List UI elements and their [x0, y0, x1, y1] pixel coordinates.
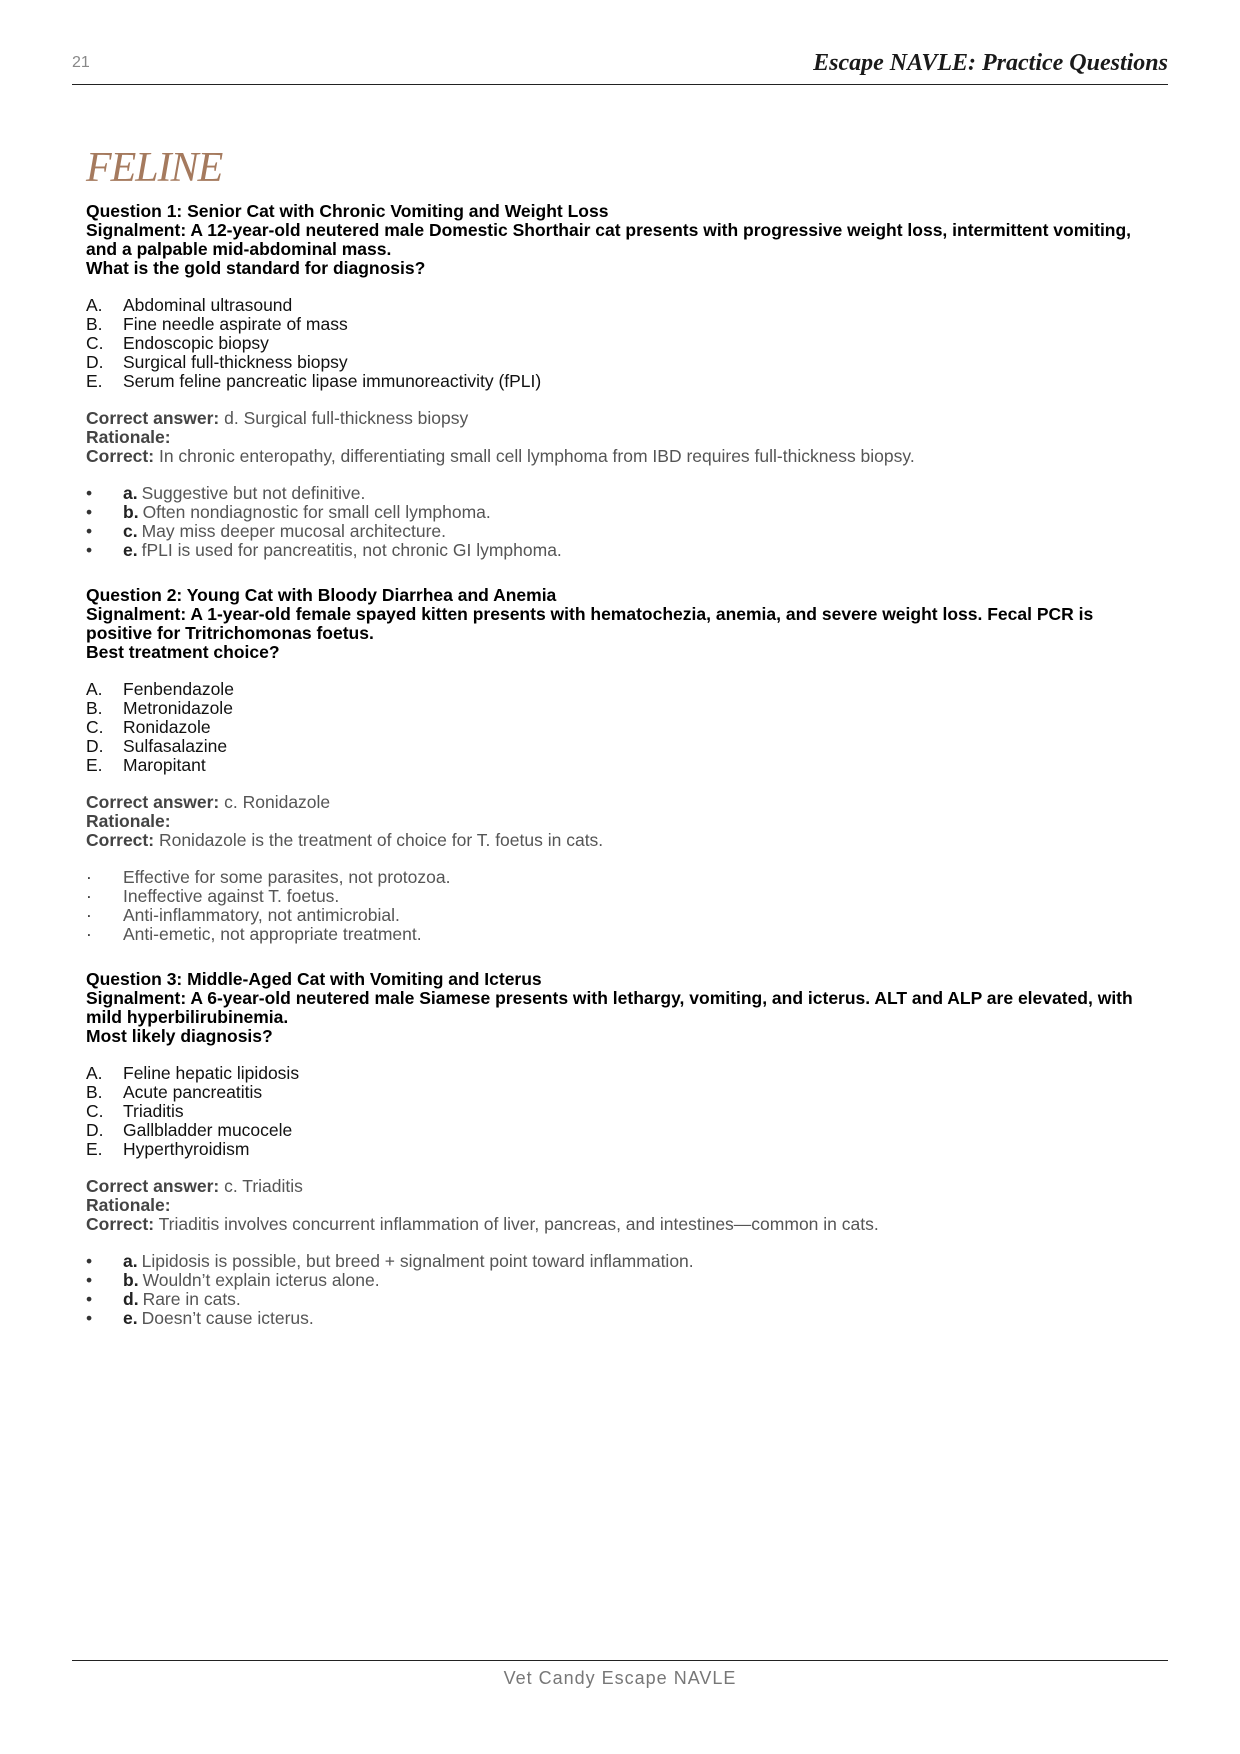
bullet-icon: · — [86, 905, 92, 925]
option-text: Triaditis — [123, 1101, 184, 1121]
option-letter: A. — [86, 679, 103, 699]
option-letter: C. — [86, 333, 104, 353]
rationale-item — [86, 541, 1154, 560]
question-header — [86, 202, 1154, 278]
rationale-content — [123, 906, 400, 925]
question-prompt: Most likely diagnosis? — [86, 1026, 273, 1046]
answer-option — [86, 372, 1154, 391]
option-letter: B. — [86, 698, 103, 718]
rationale-text: Doesn’t cause icterus. — [141, 1308, 314, 1328]
question-prompt: Best treatment choice? — [86, 642, 280, 662]
rationale-item — [86, 906, 1154, 925]
rationale-label: Rationale: — [86, 1195, 171, 1215]
option-text: Metronidazole — [123, 698, 233, 718]
rationale-label: Rationale: — [86, 811, 171, 831]
answer-options — [86, 296, 1154, 391]
rationale-text: Anti-inflammatory, not antimicrobial. — [123, 905, 400, 925]
bullet-icon: • — [86, 1308, 93, 1328]
rationale-label: Rationale: — [86, 427, 171, 447]
rationale-text: Anti-emetic, not appropriate treatment. — [123, 924, 422, 944]
correct-explanation: Triaditis involves concurrent inflammation of liver, pancreas, and intestines—common in cats. — [158, 1214, 879, 1234]
answer-option — [86, 315, 1154, 334]
answer-option — [86, 1083, 1154, 1102]
bullet-icon: • — [86, 521, 93, 541]
rationale-letter: a. — [123, 483, 138, 503]
rationale-line — [86, 1196, 1154, 1215]
answer-explanation — [86, 409, 1154, 466]
option-letter: D. — [86, 736, 104, 756]
correct-answer-value: c. Ronidazole — [224, 792, 331, 812]
rationale-content — [123, 522, 446, 541]
rationale-text: Often nondiagnostic for small cell lymphoma. — [142, 502, 491, 522]
option-text: Serum feline pancreatic lipase immunoreactivity (fPLI) — [123, 371, 542, 391]
bullet-icon: · — [86, 867, 92, 887]
rationale-text: Lipidosis is possible, but breed + signalment point toward inflammation. — [141, 1251, 694, 1271]
answer-explanation — [86, 793, 1154, 850]
distractor-rationales — [86, 868, 1154, 944]
answer-option — [86, 1140, 1154, 1159]
rationale-text: Effective for some parasites, not protozoa. — [123, 867, 451, 887]
rationale-content — [123, 925, 422, 944]
rationale-content — [123, 503, 491, 522]
rationale-item — [86, 887, 1154, 906]
rationale-text: Rare in cats. — [142, 1289, 241, 1309]
question-heading: Question 1: Senior Cat with Chronic Vomiting and Weight Loss — [86, 201, 609, 221]
rationale-line — [86, 812, 1154, 831]
bullet-icon: • — [86, 1270, 93, 1290]
rationale-content — [123, 1309, 314, 1328]
answer-options — [86, 1064, 1154, 1159]
answer-option — [86, 699, 1154, 718]
correct-answer-line — [86, 1177, 1154, 1196]
rationale-content — [123, 1271, 380, 1290]
option-text: Hyperthyroidism — [123, 1139, 250, 1159]
question-prompt: What is the gold standard for diagnosis? — [86, 258, 426, 278]
correct-answer-line — [86, 409, 1154, 428]
option-text: Acute pancreatitis — [123, 1082, 263, 1102]
rationale-text: May miss deeper mucosal architecture. — [141, 521, 447, 541]
question-signalment: Signalment: A 12-year-old neutered male Domestic Shorthair cat presents with progressive weight loss, intermittent vomiting, and a palpable mid-abdominal mass. — [86, 220, 1132, 259]
option-text: Maropitant — [123, 755, 206, 775]
rationale-content — [123, 887, 339, 906]
rationale-letter: e. — [123, 1308, 138, 1328]
rationale-content — [123, 1290, 241, 1309]
correct-answer-value: d. Surgical full-thickness biopsy — [224, 408, 469, 428]
question-block — [86, 202, 1154, 560]
page-content — [86, 144, 1154, 1354]
rationale-item — [86, 1271, 1154, 1290]
correct-answer-label: Correct answer: — [86, 792, 220, 812]
bullet-icon: · — [86, 886, 92, 906]
question-block — [86, 970, 1154, 1328]
footer-divider — [72, 1660, 1168, 1661]
rationale-letter: b. — [123, 1270, 139, 1290]
bullet-icon: • — [86, 483, 93, 503]
rationale-letter: c. — [123, 521, 138, 541]
rationale-text: fPLI is used for pancreatitis, not chronic GI lymphoma. — [141, 540, 562, 560]
correct-explanation-line — [86, 447, 1154, 466]
rationale-text: Ineffective against T. foetus. — [123, 886, 340, 906]
footer-text: Vet Candy Escape NAVLE — [503, 1668, 737, 1688]
option-letter: B. — [86, 314, 103, 334]
option-letter: C. — [86, 717, 104, 737]
correct-label: Correct: — [86, 830, 155, 850]
correct-answer-line — [86, 793, 1154, 812]
page-header — [72, 48, 1168, 85]
question-header — [86, 586, 1154, 662]
answer-option — [86, 334, 1154, 353]
bullet-icon: • — [86, 502, 93, 522]
option-letter: D. — [86, 1120, 104, 1140]
answer-option — [86, 756, 1154, 775]
rationale-line — [86, 428, 1154, 447]
rationale-item — [86, 503, 1154, 522]
answer-option — [86, 1121, 1154, 1140]
option-text: Feline hepatic lipidosis — [123, 1063, 300, 1083]
option-text: Endoscopic biopsy — [123, 333, 269, 353]
option-text: Gallbladder mucocele — [123, 1120, 293, 1140]
question-signalment: Signalment: A 6-year-old neutered male Siamese presents with lethargy, vomiting, and icterus. ALT and ALP are elevated, with mild hyperbilirubinemia. — [86, 988, 1133, 1027]
correct-label: Correct: — [86, 1214, 155, 1234]
bullet-icon: • — [86, 1289, 93, 1309]
option-letter: E. — [86, 1139, 103, 1159]
correct-label: Correct: — [86, 446, 155, 466]
rationale-letter: e. — [123, 540, 138, 560]
correct-answer-label: Correct answer: — [86, 408, 220, 428]
question-header — [86, 970, 1154, 1046]
answer-option — [86, 1102, 1154, 1121]
rationale-item — [86, 484, 1154, 503]
option-letter: E. — [86, 755, 103, 775]
document-title: Escape NAVLE: Practice Questions — [813, 50, 1168, 76]
option-letter: D. — [86, 352, 104, 372]
bullet-icon: • — [86, 1251, 93, 1271]
rationale-item — [86, 1309, 1154, 1328]
question-heading: Question 3: Middle-Aged Cat with Vomiting and Icterus — [86, 969, 542, 989]
question-heading: Question 2: Young Cat with Bloody Diarrhea and Anemia — [86, 585, 557, 605]
answer-option — [86, 353, 1154, 372]
rationale-text: Wouldn’t explain icterus alone. — [142, 1270, 380, 1290]
answer-option — [86, 296, 1154, 315]
rationale-content — [123, 484, 365, 503]
rationale-content — [123, 1252, 694, 1271]
section-title: FELINE — [86, 145, 223, 191]
rationale-text: Suggestive but not definitive. — [141, 483, 366, 503]
rationale-item — [86, 868, 1154, 887]
rationale-item — [86, 925, 1154, 944]
correct-explanation: In chronic enteropathy, differentiating small cell lymphoma from IBD requires full-thickness biopsy. — [158, 446, 915, 466]
option-letter: A. — [86, 295, 103, 315]
rationale-letter: b. — [123, 502, 139, 522]
option-text: Fine needle aspirate of mass — [123, 314, 348, 334]
answer-options — [86, 680, 1154, 775]
page-number: 21 — [72, 54, 90, 71]
answer-explanation — [86, 1177, 1154, 1234]
option-text: Abdominal ultrasound — [123, 295, 293, 315]
rationale-letter: d. — [123, 1289, 139, 1309]
option-text: Ronidazole — [123, 717, 211, 737]
rationale-content — [123, 868, 450, 887]
question-signalment: Signalment: A 1-year-old female spayed kitten presents with hematochezia, anemia, and severe weight loss. Fecal PCR is positive for Tritrichomonas foetus. — [86, 604, 1094, 643]
question-list — [86, 202, 1154, 1328]
distractor-rationales — [86, 484, 1154, 560]
option-text: Surgical full-thickness biopsy — [123, 352, 348, 372]
answer-option — [86, 680, 1154, 699]
correct-explanation-line — [86, 831, 1154, 850]
option-text: Sulfasalazine — [123, 736, 228, 756]
correct-explanation: Ronidazole is the treatment of choice for T. foetus in cats. — [158, 830, 604, 850]
answer-option — [86, 718, 1154, 737]
option-letter: E. — [86, 371, 103, 391]
correct-explanation-line — [86, 1215, 1154, 1234]
rationale-letter: a. — [123, 1251, 138, 1271]
option-letter: A. — [86, 1063, 103, 1083]
bullet-icon: • — [86, 540, 93, 560]
option-letter: C. — [86, 1101, 104, 1121]
distractor-rationales — [86, 1252, 1154, 1328]
answer-option — [86, 1064, 1154, 1083]
option-text: Fenbendazole — [123, 679, 234, 699]
option-letter: B. — [86, 1082, 103, 1102]
rationale-item — [86, 1252, 1154, 1271]
rationale-item — [86, 1290, 1154, 1309]
answer-option — [86, 737, 1154, 756]
bullet-icon: · — [86, 924, 92, 944]
rationale-item — [86, 522, 1154, 541]
rationale-content — [123, 541, 562, 560]
correct-answer-value: c. Triaditis — [224, 1176, 303, 1196]
correct-answer-label: Correct answer: — [86, 1176, 220, 1196]
question-block — [86, 586, 1154, 944]
